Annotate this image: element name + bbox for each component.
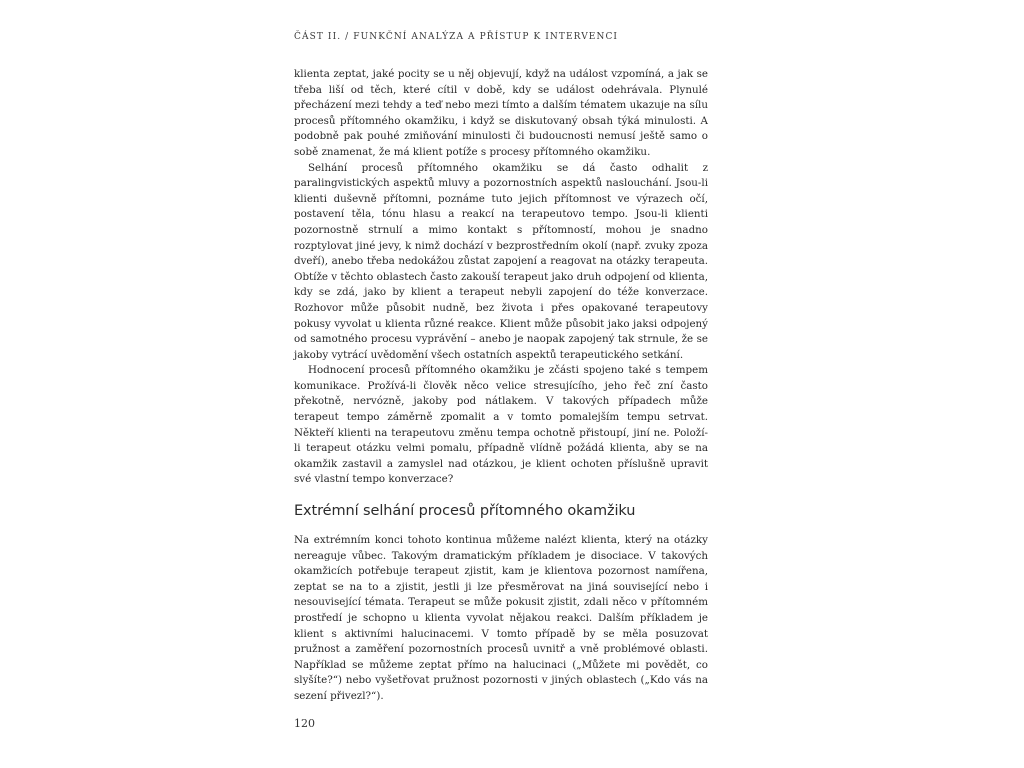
page-number: 120: [294, 717, 315, 730]
paragraph: Hodnocení procesů přítomného okamžiku je zčásti spojeno také s tempem komunikace. Prožívá-li člověk něco velice stresujícího, jeho řeč zní často překotně, nervózně, jakoby pod nátlakem. V takových případech může terapeut tempo záměrně zpomalit a v tomto pomalejším tempu setrvat. Někteří klienti na terapeutovu změnu tempa ochotně přistoupí, jiní ne. Položí-li terapeut otázku velmi pomalu, případně vlídně požádá klienta, aby se na okamžik zastavil a zamyslel nad otázkou, je klient ochoten příslušně upravit své vlastní tempo konverzace?: [294, 364, 708, 486]
section-heading: Extrémní selhání procesů přítomného okamžiku: [294, 503, 636, 520]
paragraph: Na extrémním konci tohoto kontinua můžeme nalézt klienta, který na otázky nereaguje vůbec. Takovým dramatickým příkladem je disociace. V takových okamžicích potřebuje terapeut zjistit, kam je klientova pozornost namířena, zeptat se na to a zjistit, jestli ji lze přesměrovat na jiná související nebo i nesouvisející témata. Terapeut se může pokusit zjistit, zdali něco v přítomném prostředí je schopno u klienta vyvolat nějakou reakci. Dalším příkladem je klient s aktivními halucinacemi. V tomto případě by se měla posuzovat pružnost a zaměření pozornostních procesů uvnitř a vně problémové oblasti. Například se můžeme zeptat přímo na halucinaci („Můžete mi povědět, co slyšíte?“) nebo vyšetřovat pružnost pozornosti v jiných oblastech („Kdo vás na sezení přivezl?“).: [294, 534, 708, 702]
running-head: ČÁST II. / FUNKČNÍ ANALÝZA A PŘÍSTUP K INTERVENCI: [294, 32, 619, 42]
paragraph: klienta zeptat, jaké pocity se u něj objevují, když na událost vzpomíná, a jak se třeba liší od těch, které cítil v době, kdy se událost odehrávala. Plynulé přecházení mezi tehdy a teď nebo mezi tímto a dalším tématem ukazuje na sílu procesů přítomného okamžiku, i když se diskutovaný obsah týká minulosti. A podobně pak pouhé zmiňování minulosti či budoucnosti nemusí ještě samo o sobě znamenat, že má klient potíže s procesy přítomného okamžiku.: [294, 68, 708, 158]
body-text: [294, 67, 708, 705]
paragraph: Selhání procesů přítomného okamžiku se dá často odhalit z paralingvistických aspektů mluvy a pozornostních aspektů naslouchání. Jsou-li klienti duševně přítomni, poznáme tuto jejich přítomnost ve výrazech očí, postavení těla, tónu hlasu a reakcí na terapeutovo tempo. Jsou-li klienti pozornostně strnulí a mimo kontakt s přítomností, mohou je snadno rozptylovat jiné jevy, k nimž dochází v bezprostředním okolí (např. zvuky zpoza dveří), anebo třeba nedokážou zůstat zapojení a reagovat na otázky terapeuta. Obtíže v těchto oblastech často zakouší terapeut jako druh odpojení od klienta, kdy se zdá, jako by klient a terapeut nebyli zapojení do téže konverzace. Rozhovor může působit nudně, bez života i přes opakované terapeutovy pokusy vyvolat u klienta různé reakce. Klient může působit jako jaksi odpojený od samotného procesu vyprávění – anebo je naopak zapojený tak strnule, že se jakoby vytrácí uvědomění všech ostatních aspektů terapeutického setkání.: [294, 161, 708, 361]
